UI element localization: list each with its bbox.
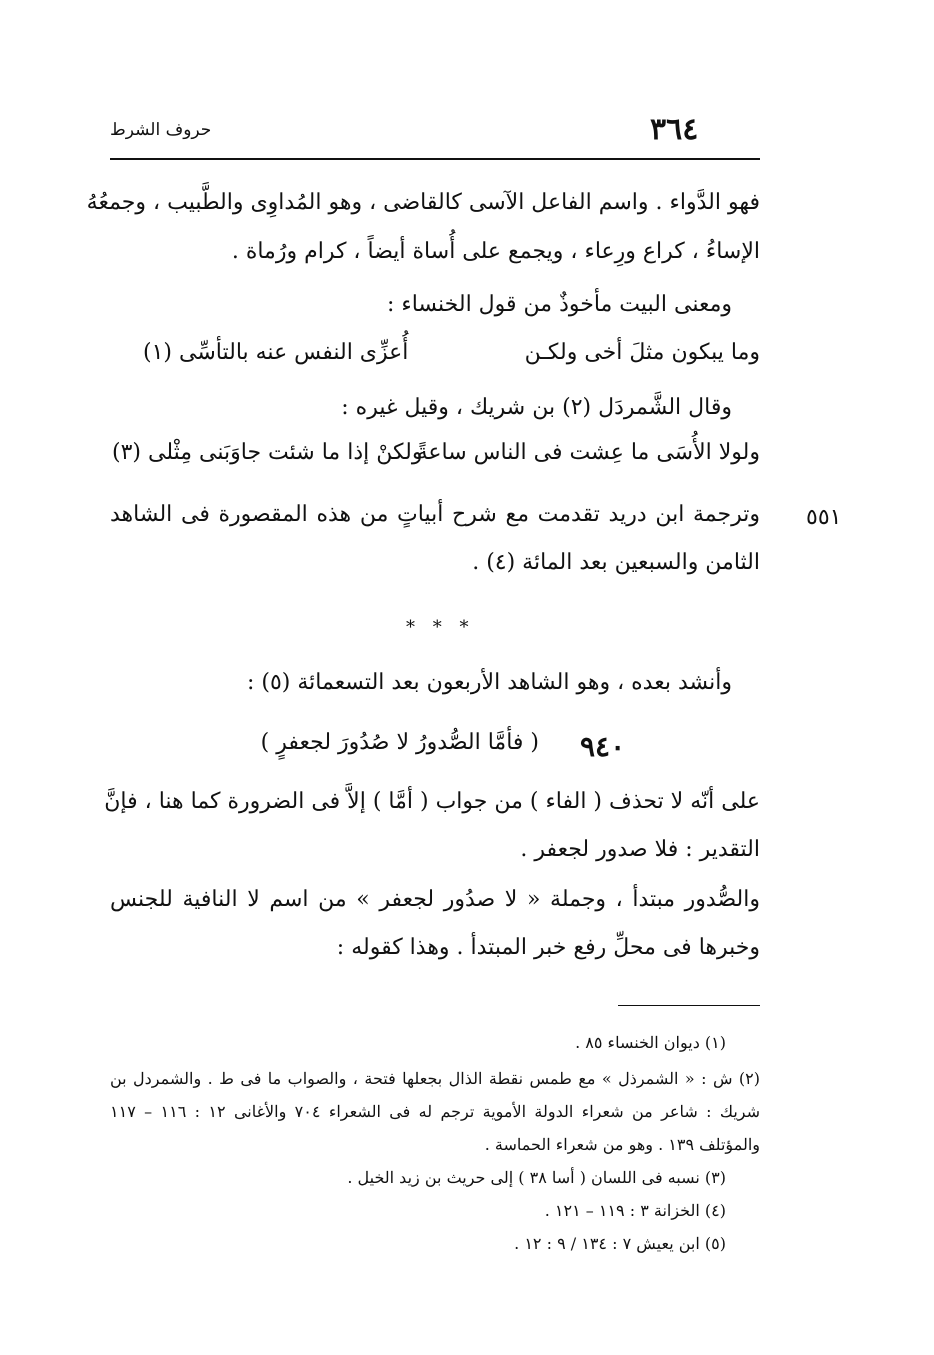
verse-hemistich-second: أُعزِّى النفس عنه بالتأسِّى (١) <box>143 340 409 365</box>
body-line: والصُّدور مبتدأ ، وجملة « لا صدُور لجعفر » من اسم لا النافية للجنس <box>110 887 760 912</box>
body-line: على أنّه لا تحذف ( الفاء ) من جواب ( أمَّا ) إلاَّ فى الضرورة كما هنا ، فإنَّ <box>104 789 760 814</box>
body-line: الإساءُ ، كراع ورِعاء ، ويجمع على أُساة أيضاً ، كرام ورُماة . <box>231 239 760 264</box>
body-line: وقال الشَّمردَل (٢) بن شريك ، وقيل غيره : <box>341 395 732 420</box>
body-line: ومعنى البيت مأخوذٌ من قول الخنساء : <box>386 292 732 317</box>
footnote: (٥) ابن يعيش ٧ : ١٣٤ / ٩ : ١٢ . <box>514 1234 726 1253</box>
verse-hemistich-second: ولكنْ إذا ما شئت جاوَبَنى مِثْلى (٣) <box>112 440 423 465</box>
body-line: الثامن والسبعين بعد المائة (٤) . <box>472 550 760 575</box>
footnote-rule <box>618 1005 760 1006</box>
body-line: وترجمة ابن دريد تقدمت مع شرح أبياتٍ من هذه المقصورة فى الشاهد <box>110 502 760 527</box>
shahid-text: ( فأمَّا الصُّدورُ لا صُدُورَ لجعفرٍ ) <box>260 730 539 755</box>
margin-number: ٥٥١ <box>806 505 842 530</box>
footnote: (٤) الخزانة ٣ : ١١٩ – ١٢١ . <box>544 1201 726 1220</box>
verse-hemistich-first: ولولا الأُسَى ما عِشت فى الناس ساعةً <box>416 440 760 465</box>
body-line: التقدير : فلا صدور لجعفر . <box>520 837 760 862</box>
footnote-continuation: والمؤتلف ١٣٩ . وهو من شعراء الحماسة . <box>484 1135 760 1154</box>
body-line: وأنشد بعده ، وهو الشاهد الأربعون بعد التسعمائة (٥) : <box>246 670 732 695</box>
body-line: وخبرها فى محلِّ رفع خبر المبتدأ . وهذا كقوله : <box>336 935 760 960</box>
page-number: ٣٦٤ <box>650 112 699 147</box>
footnote: (١) ديوان الخنساء ٨٥ . <box>575 1033 726 1052</box>
footnote: (٢) ش : « الشمرذل » مع طمس نقطة الذال بجعلها فتحة ، والصواب ما فى ط . والشمردل بن <box>110 1069 760 1088</box>
body-line: فهو الدَّواء . واسم الفاعل الآسى كالقاضى ، وهو المُداوِى والطَّبيب ، وجمعُهُ <box>86 190 760 215</box>
verse-hemistich-first: وما يبكون مثلَ أخى ولكـن <box>524 340 760 365</box>
shahid-number: ٩٤٠ <box>580 730 626 763</box>
header-rule <box>110 158 760 160</box>
footnote-continuation: شريك : شاعر من شعراء الدولة الأموية ترجم له فى الشعراء ٧٠٤ والأغانى ١٢ : ١١٦ – ١١٧ <box>110 1102 761 1121</box>
running-title: حروف الشرط <box>110 120 212 140</box>
section-separator: * * * <box>406 617 475 638</box>
footnote: (٣) نسبه فى اللسان ( أسا ٣٨ ) إلى حريث بن زيد الخيل . <box>347 1168 726 1187</box>
